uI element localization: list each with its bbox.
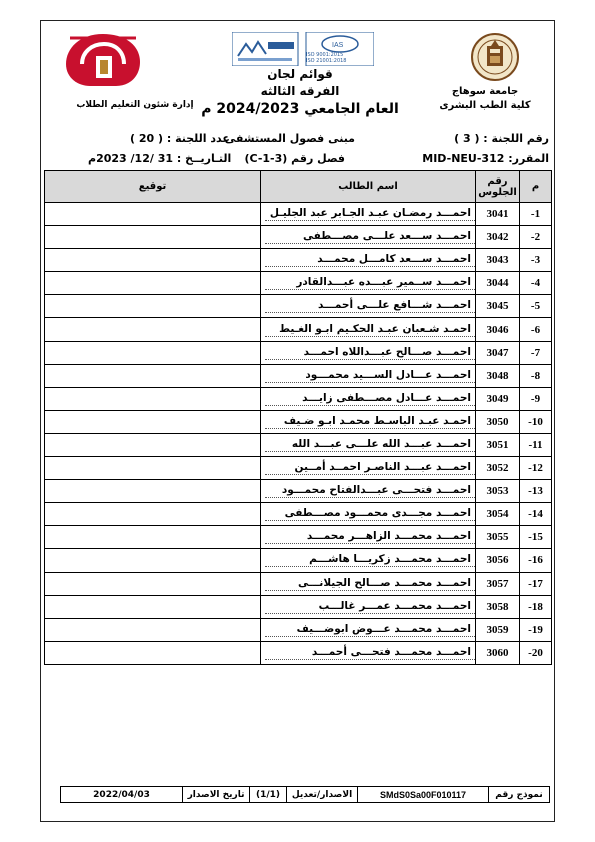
seat-number: 3050 [476,410,520,433]
signature-cell[interactable] [45,226,261,249]
signature-cell[interactable] [45,503,261,526]
row-index: -11 [520,433,552,456]
signature-cell[interactable] [45,595,261,618]
seat-number: 3056 [476,549,520,572]
seat-number: 3055 [476,526,520,549]
iso-21001-label: ISO 21001:2018 [306,58,347,64]
edition-value: (1/1) [249,787,286,802]
signature-cell[interactable] [45,341,261,364]
seat-number: 3042 [476,226,520,249]
student-name-cell [261,226,476,249]
student-name: احمـــد عبـــد الله علـــى عبـــد الله [265,438,475,452]
student-name-cell [261,295,476,318]
table-row [45,526,552,549]
signature-cell[interactable] [45,410,261,433]
row-index: -6 [520,318,552,341]
exam-date: التـاريــخ : 31 /12/ 2023م [88,152,232,165]
committee-number: رقم اللجنة : ( 3 ) [454,132,549,145]
student-name-cell [261,503,476,526]
iso-9001-label: ISO 9001:2015 [306,52,344,58]
table-row [45,503,552,526]
faculty-name: كلية الطب البشرى [439,100,531,111]
table-header-row [45,171,552,203]
issue-date: 2022/04/03 [93,789,150,800]
student-name-cell [261,433,476,456]
student-affairs-logo [60,30,146,90]
table-row [45,480,552,503]
signature-cell[interactable] [45,618,261,641]
seat-number: 3041 [476,203,520,226]
signature-cell[interactable] [45,549,261,572]
row-index: -8 [520,364,552,387]
row-index: -20 [520,641,552,664]
seat-number: 3054 [476,503,520,526]
row-index: -12 [520,457,552,480]
university-seal-logo [470,32,520,82]
seat-number: 3045 [476,295,520,318]
student-name: احمـــد محمـــد فتحـــى أحمـــد [265,646,475,660]
table-row [45,318,552,341]
course-code: المقرر: MID-NEU-312 [422,152,549,165]
student-name: احمـد شـعبان عبـد الحكـيم ابـو الغـيط [265,323,475,337]
student-name-cell [261,272,476,295]
student-name: احمـــد عبـــد الناصـر احمــد أمــين [265,461,475,475]
student-name-cell [261,249,476,272]
student-name: احمـــد محمـــد عـــوض ابوضـــيف [265,623,475,637]
student-name: احمـــد رمضـان عبـد الجـابر عبد الجليـل [265,207,475,221]
student-name: احمـــد محمـــد الزاهـــر محمـــد [265,530,475,544]
table-row [45,549,552,572]
table-row [45,433,552,456]
header-seat-number: رقم الجلوس [476,171,520,203]
table-row [45,410,552,433]
student-name-cell [261,641,476,664]
form-code: SMdS0Sa00F010117 [357,787,488,802]
row-index: -13 [520,480,552,503]
student-name: احمـــد فتحـــى عبـــدالفتاح محمـــود [265,484,475,498]
academic-year: العام الجامعي 2024/2023 م [201,101,399,117]
student-name-cell [261,618,476,641]
svg-text:IAS: IAS [332,42,344,49]
seat-number: 3051 [476,433,520,456]
student-name: احمـــد ســمير عبـــده عبـــدالقادر [265,276,475,290]
table-row [45,295,552,318]
signature-cell[interactable] [45,480,261,503]
seat-number: 3053 [476,480,520,503]
table-row [45,387,552,410]
signature-cell[interactable] [45,387,261,410]
table-row [45,249,552,272]
student-name-cell [261,457,476,480]
signature-cell[interactable] [45,318,261,341]
row-index: -10 [520,410,552,433]
roster-body [45,203,552,665]
table-row [45,618,552,641]
seat-number: 3048 [476,364,520,387]
row-index: -3 [520,249,552,272]
student-name-cell [261,595,476,618]
student-name-cell [261,572,476,595]
student-name-cell [261,410,476,433]
level-title: الفرقه الثالثه [260,84,340,98]
student-name: احمـــد عـــادل الســـيد محمـــود [265,369,475,383]
student-name-cell [261,549,476,572]
student-name: احمـــد شـــافع علـــى أحمـــد [265,299,475,313]
seat-number: 3060 [476,641,520,664]
seat-number: 3058 [476,595,520,618]
table-row [45,595,552,618]
student-name-cell [261,387,476,410]
student-roster-table [44,170,552,665]
seat-number: 3059 [476,618,520,641]
department-name: إدارة شئون التعليم الطلاب [76,100,194,110]
student-name-cell [261,341,476,364]
row-index: -16 [520,549,552,572]
student-name: احمـــد مجـــدى محمـــود مصـــطفى [265,507,475,521]
seat-number: 3043 [476,249,520,272]
seat-number: 3046 [476,318,520,341]
seat-number: 3057 [476,572,520,595]
header-signature: توقيع [45,171,261,203]
table-row [45,641,552,664]
table-row [45,226,552,249]
row-index: -2 [520,226,552,249]
row-index: -4 [520,272,552,295]
student-name-cell [261,364,476,387]
issue-date-label: تاريخ الاصدار [182,787,249,802]
row-index: -5 [520,295,552,318]
university-name: جامعة سوهاج [451,86,519,97]
student-name-cell [261,526,476,549]
signature-cell[interactable] [45,364,261,387]
table-row [45,457,552,480]
seat-number: 3047 [476,341,520,364]
student-name-cell [261,203,476,226]
header-index: م [520,171,552,203]
table-row [45,572,552,595]
student-name: احمـــد محمـــد صـــالح الجيلانـــى [265,577,475,591]
page-title: قوائم لجان [267,67,333,81]
signature-cell[interactable] [45,641,261,664]
table-row [45,203,552,226]
student-name: احمـــد محمـــد زكريـــا هاشـــم [265,553,475,567]
seat-number: 3044 [476,272,520,295]
row-index: -15 [520,526,552,549]
seat-number: 3052 [476,457,520,480]
form-number-label: نموذج رقم [488,787,549,802]
seat-number: 3049 [476,387,520,410]
student-name: احمـــد ســـعد علـــى مصـــطفى [265,230,475,244]
student-name-cell [261,318,476,341]
row-index: -17 [520,572,552,595]
row-index: -1 [520,203,552,226]
row-index: -7 [520,341,552,364]
signature-cell[interactable] [45,272,261,295]
signature-cell[interactable] [45,249,261,272]
row-index: -19 [520,618,552,641]
student-name: احمـد عبـد الباسـط محمـد ابـو ضـيف [265,415,475,429]
form-footer [60,786,550,803]
student-name-cell [261,480,476,503]
signature-cell[interactable] [45,572,261,595]
signature-cell[interactable] [45,295,261,318]
row-index: -14 [520,503,552,526]
student-name: احمـــد صـــالح عبـــداللاه احمـــد [265,346,475,360]
signature-cell[interactable] [45,203,261,226]
signature-cell[interactable] [45,526,261,549]
row-index: -18 [520,595,552,618]
header-student-name: اسم الطالب [261,171,476,203]
row-index: -9 [520,387,552,410]
accreditation-logos [232,32,374,66]
student-name: احمـــد ســـعد كامـــل محمـــد [265,253,475,267]
committee-count: عدد اللجنة : ( 20 ) [130,132,230,145]
edition-label: الاصدار/تعديل [286,787,357,802]
table-row [45,364,552,387]
class-number: فصل رقم (C-1-3) [244,152,345,165]
table-row [45,272,552,295]
signature-cell[interactable] [45,433,261,456]
signature-cell[interactable] [45,457,261,480]
table-row [45,341,552,364]
student-name: احمـــد عـــادل مصـــطفى زايـــد [265,392,475,406]
student-name: احمـــد محمـــد عمـــر غالـــب [265,600,475,614]
building-name: مبنى فصول المستشفى [224,132,355,145]
